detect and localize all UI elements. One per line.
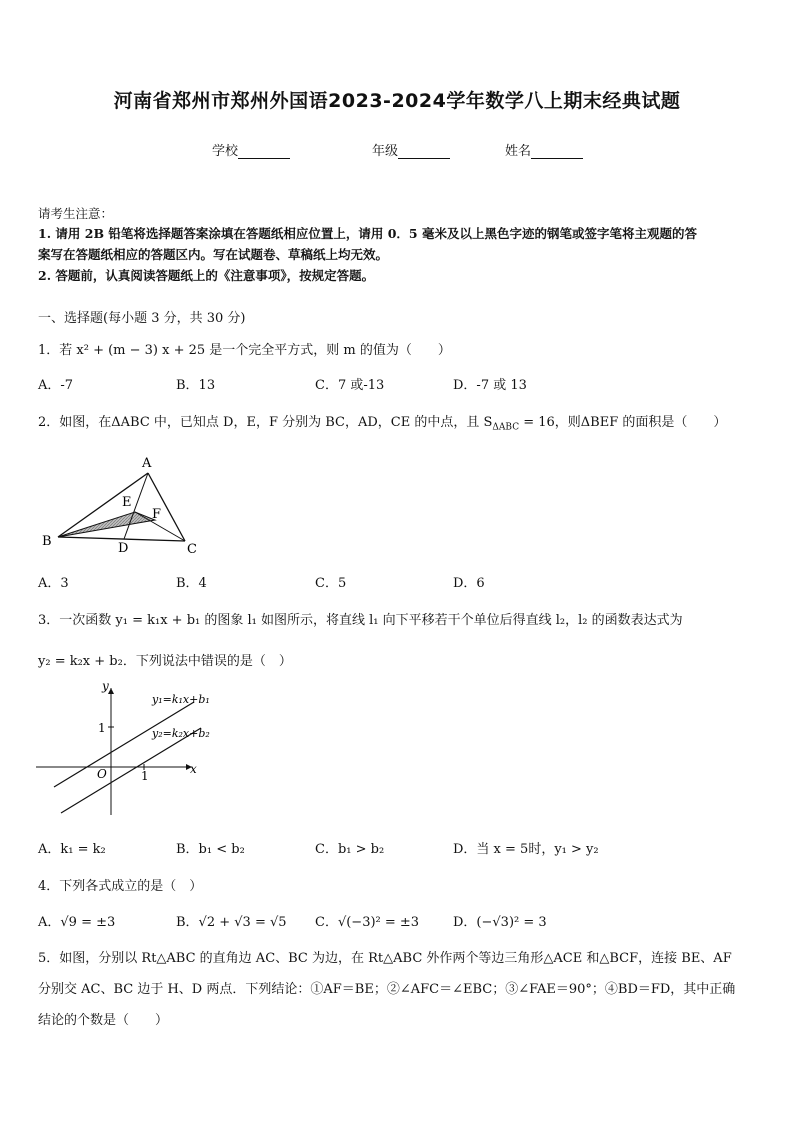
school-blank bbox=[238, 144, 290, 159]
q5-stem-line-1: 5．如图，分别以 Rt△ABC 的直角边 AC、BC 为边，在 Rt△ABC 外作两个等边三角形△ACE 和△BCF，连接 BE、AF bbox=[38, 951, 732, 966]
y-axis-label: y bbox=[102, 680, 109, 693]
notice-line-1b: 案写在答题纸相应的答题区内。写在试题卷、草稿纸上均无效。 bbox=[38, 247, 389, 262]
q1-option-b: B．13 bbox=[176, 378, 216, 393]
q2-stem bbox=[38, 411, 726, 433]
q2-option-b: B．4 bbox=[176, 576, 207, 591]
notice-line-2: 2. 答题前，认真阅读答题纸上的《注意事项》，按规定答题。 bbox=[38, 268, 375, 283]
q3-option-b: B．b₁ < b₂ bbox=[176, 842, 245, 857]
q2-stem-text: 2．如图，在ΔABC 中，已知点 D，E，F 分别为 BC，AD，CE 的中点，且 S bbox=[38, 415, 493, 430]
q3-option-c: C．b₁ > b₂ bbox=[315, 842, 385, 857]
q2-option-a: A．3 bbox=[38, 576, 69, 591]
label-d: D bbox=[118, 541, 129, 556]
q4-option-d: D．(−√3)² = 3 bbox=[453, 915, 547, 930]
label-f: F bbox=[152, 507, 162, 522]
q4-option-c: C．√(−3)² = ±3 bbox=[315, 915, 420, 930]
y-tick-label: 1 bbox=[98, 721, 106, 735]
q3-stem-line-2: y₂ = k₂x + b₂．下列说法中错误的是（ ） bbox=[38, 654, 292, 669]
label-b: B bbox=[42, 534, 52, 549]
x-tick-label: 1 bbox=[141, 769, 149, 783]
q1-option-d: D．-7 或 13 bbox=[453, 378, 527, 393]
label-a: A bbox=[142, 456, 152, 471]
x-axis-label: x bbox=[190, 762, 197, 776]
q2-option-d: D．6 bbox=[453, 576, 485, 591]
q3-function-graph bbox=[36, 680, 236, 820]
name-field bbox=[505, 140, 583, 159]
origin-label: O bbox=[97, 767, 107, 781]
q4-option-b: B．√2 + √3 = √5 bbox=[176, 915, 287, 930]
label-e: E bbox=[122, 495, 132, 510]
y-axis-arrow bbox=[108, 688, 114, 694]
q2-stem-subscript: ΔABC bbox=[492, 422, 520, 433]
notice-heading: 请考生注意： bbox=[38, 206, 114, 221]
q3-option-a: A．k₁ = k₂ bbox=[38, 842, 106, 857]
q3-option-d: D．当 x = 5时，y₁ > y₂ bbox=[453, 842, 599, 857]
q1-option-c: C．7 或-13 bbox=[315, 378, 385, 393]
q4-stem: 4．下列各式成立的是（ ） bbox=[38, 879, 203, 894]
q5-stem-line-3: 结论的个数是（ ） bbox=[38, 1013, 169, 1028]
q3-stem-line-1: 3．一次函数 y₁ = k₁x + b₁ 的图象 l₁ 如图所示，将直线 l₁ 向下平移若干个单位后得直线 l₂，l₂ 的函数表达式为 bbox=[38, 613, 683, 628]
grade-field bbox=[372, 140, 450, 159]
q5-stem-line-2: 分别交 AC、BC 边于 H、D 两点．下列结论：①AF＝BE；②∠AFC＝∠EBC；③∠FAE＝90°；④BD＝FD，其中正确 bbox=[38, 982, 736, 997]
name-label: 姓名 bbox=[505, 144, 532, 159]
q1-option-a: A．-7 bbox=[38, 378, 74, 393]
q2-stem-end: = 16，则ΔBEF 的面积是（ ） bbox=[519, 415, 727, 430]
grade-blank bbox=[398, 144, 450, 159]
section-heading: 一、选择题(每小题 3 分，共 30 分) bbox=[38, 311, 246, 326]
school-field bbox=[212, 140, 290, 159]
q1-stem: 1．若 x² + (m − 3) x + 25 是一个完全平方式，则 m 的值为（ ） bbox=[38, 343, 451, 358]
notice-line-1a: 1. 请用 2B 铅笔将选择题答案涂填在答题纸相应位置上，请用 0．5 毫米及以上黑色字迹的钢笔或签字笔将主观题的答 bbox=[38, 226, 697, 241]
q2-option-c: C．5 bbox=[315, 576, 347, 591]
line-l1-label: y₁=k₁x+b₁ bbox=[152, 693, 210, 706]
q4-option-a: A．√9 = ±3 bbox=[38, 915, 116, 930]
page-title: 河南省郑州市郑州外国语2023-2024学年数学八上期末经典试题 bbox=[113, 90, 681, 112]
grade-label: 年级 bbox=[372, 144, 399, 159]
line-l2-label: y₂=k₂x+b₂ bbox=[152, 727, 210, 740]
q2-triangle-figure bbox=[38, 448, 208, 560]
school-label: 学校 bbox=[212, 144, 239, 159]
label-c: C bbox=[187, 542, 197, 557]
shaded-triangle-bef bbox=[58, 512, 155, 537]
name-blank bbox=[531, 144, 583, 159]
